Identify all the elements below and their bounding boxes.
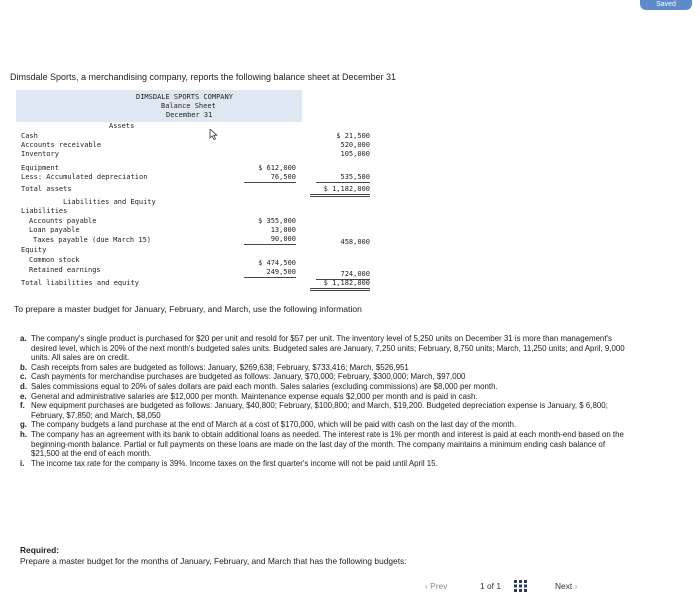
sheet-title: Balance Sheet [161, 102, 216, 110]
ar-label: Accounts receivable [21, 141, 102, 149]
sheet-date: December 31 [166, 111, 213, 119]
liab-equity-heading: Liabilities and Equity [63, 198, 156, 206]
list-item [20, 363, 635, 373]
total-liabilities-amount: 458,000 [340, 238, 370, 246]
list-item [20, 372, 635, 382]
item-label: e. [20, 391, 27, 401]
liabilities-heading: Liabilities [21, 207, 68, 215]
page-indicator [480, 581, 501, 591]
item-text: Cash receipts from sales are budgeted as follows: January, $269,638; February, $733,416; March, $526,951 [31, 362, 409, 372]
common-stock-label: Common stock [29, 256, 80, 264]
intro-text: Dimsdale Sports, a merchandising company, reports the following balance sheet at December 31 [10, 72, 397, 82]
item-label: h. [20, 429, 28, 439]
accum-dep-amount: 76,500 [244, 173, 296, 183]
inventory-label: Inventory [21, 150, 59, 158]
common-stock-amount: $ 474,500 [258, 259, 296, 267]
item-label: g. [20, 420, 28, 430]
inventory-amount: 105,000 [340, 150, 370, 158]
total-le-amount: $ 1,182,000 [310, 279, 370, 291]
current-page: 1 [480, 581, 485, 591]
item-text: General and administrative salaries are $12,000 per month. Maintenance expense equals $2,000 per month and is paid in cash. [31, 391, 478, 401]
item-label: f. [20, 401, 25, 411]
equipment-label: Equipment [21, 164, 59, 172]
ap-label: Accounts payable [29, 217, 97, 225]
item-label: i. [20, 458, 25, 468]
loan-label: Loan payable [29, 226, 80, 234]
item-label: a. [20, 334, 27, 343]
grid-icon[interactable] [514, 580, 527, 592]
ap-amount: $ 355,000 [258, 217, 296, 225]
chevron-left-icon: ‹ [425, 581, 428, 591]
item-text: Sales commissions equal to 20% of sales dollars are paid each month. Sales salaries (excluding commissions) are $8,000 per month. [31, 381, 498, 391]
required-title: Required: [20, 545, 60, 555]
item-text: The company's single product is purchased for $20 per unit and resold for $57 per unit. The inventory level of 5,250 units on December 31 is more than management's desired level, which is 20% of the next month's budgeted sales units. Budgeted sales are January, 7,250 units; February, 8,750 units; March, 11,250 units; and April, 9,000 units. All sales are on credit. [31, 334, 625, 363]
next-button[interactable] [555, 581, 577, 591]
cash-label: Cash [21, 132, 38, 140]
equipment-amount: $ 612,000 [258, 164, 296, 172]
info-list [20, 334, 635, 468]
taxes-amount: 90,000 [244, 235, 296, 245]
item-text: The company budgets a land purchase at the end of March at a cost of $170,000, which will be paid with cash on the last day of the month. [31, 420, 517, 430]
total-pages: 1 [496, 581, 501, 591]
total-assets-amount: $ 1,182,000 [310, 185, 370, 197]
loan-amount: 13,000 [270, 226, 296, 234]
list-item [20, 401, 635, 420]
item-label: d. [20, 381, 28, 391]
accum-dep-label: Less: Accumulated depreciation [21, 173, 148, 181]
list-item [20, 334, 635, 363]
company-name: DIMSDALE SPORTS COMPANY [136, 93, 233, 101]
balance-sheet [16, 90, 378, 294]
next-label: Next [555, 581, 573, 591]
required-text: Prepare a master budget for the months of January, February, and March that has the following budgets: [20, 556, 407, 566]
equity-heading: Equity [21, 246, 47, 254]
total-equity-amount: 724,000 [316, 270, 370, 280]
net-equipment-amount: 535,500 [316, 173, 370, 183]
ar-amount: 520,000 [340, 141, 370, 149]
total-le-label: Total liabilities and equity [21, 279, 140, 287]
list-item [20, 459, 635, 469]
prev-button[interactable] [425, 581, 447, 591]
cash-amount: $ 21,500 [336, 132, 370, 140]
item-text: New equipment purchases are budgeted as follows: January, $40,800; February, $100,800; and March, $19,200. Budgeted depreciation expense is January, $ 6,800; February, $7,850; and March, $8,050 [31, 401, 608, 420]
total-assets-label: Total assets [21, 185, 72, 193]
taxes-label: Taxes payable (due March 15) [33, 236, 152, 244]
prev-label: Prev [430, 581, 448, 591]
saved-badge: Saved [640, 0, 692, 10]
retained-earnings-amount: 249,500 [244, 268, 296, 278]
list-item [20, 430, 635, 459]
page-of: of [487, 581, 494, 591]
list-item [20, 392, 635, 402]
chevron-right-icon: › [574, 581, 578, 591]
assets-heading: Assets [109, 122, 135, 130]
item-label: c. [20, 372, 27, 382]
item-text: The income tax rate for the company is 39%. Income taxes on the first quarter's income will not be paid until April 15. [31, 458, 438, 468]
item-text: The company has an agreement with its bank to obtain additional loans as needed. The interest rate is 1% per month and interest is paid at each month-end based on the beginning-month balance. Partial or full payments on these loans are made on the last day of the month. The company maintains a minimum ending cash balance of $21,500 at the end of each month. [31, 429, 624, 459]
instruction-text: To prepare a master budget for January, February, and March, use the following information [14, 304, 362, 314]
item-label: b. [20, 362, 28, 372]
pagination-bar [0, 577, 700, 595]
item-text: Cash payments for merchandise purchases are budgeted as follows: January, $70,000; February, $300,000; March, $97,000 [31, 372, 466, 382]
cursor-icon [209, 129, 218, 140]
list-item [20, 382, 635, 392]
retained-earnings-label: Retained earnings [29, 266, 101, 274]
list-item [20, 420, 635, 430]
